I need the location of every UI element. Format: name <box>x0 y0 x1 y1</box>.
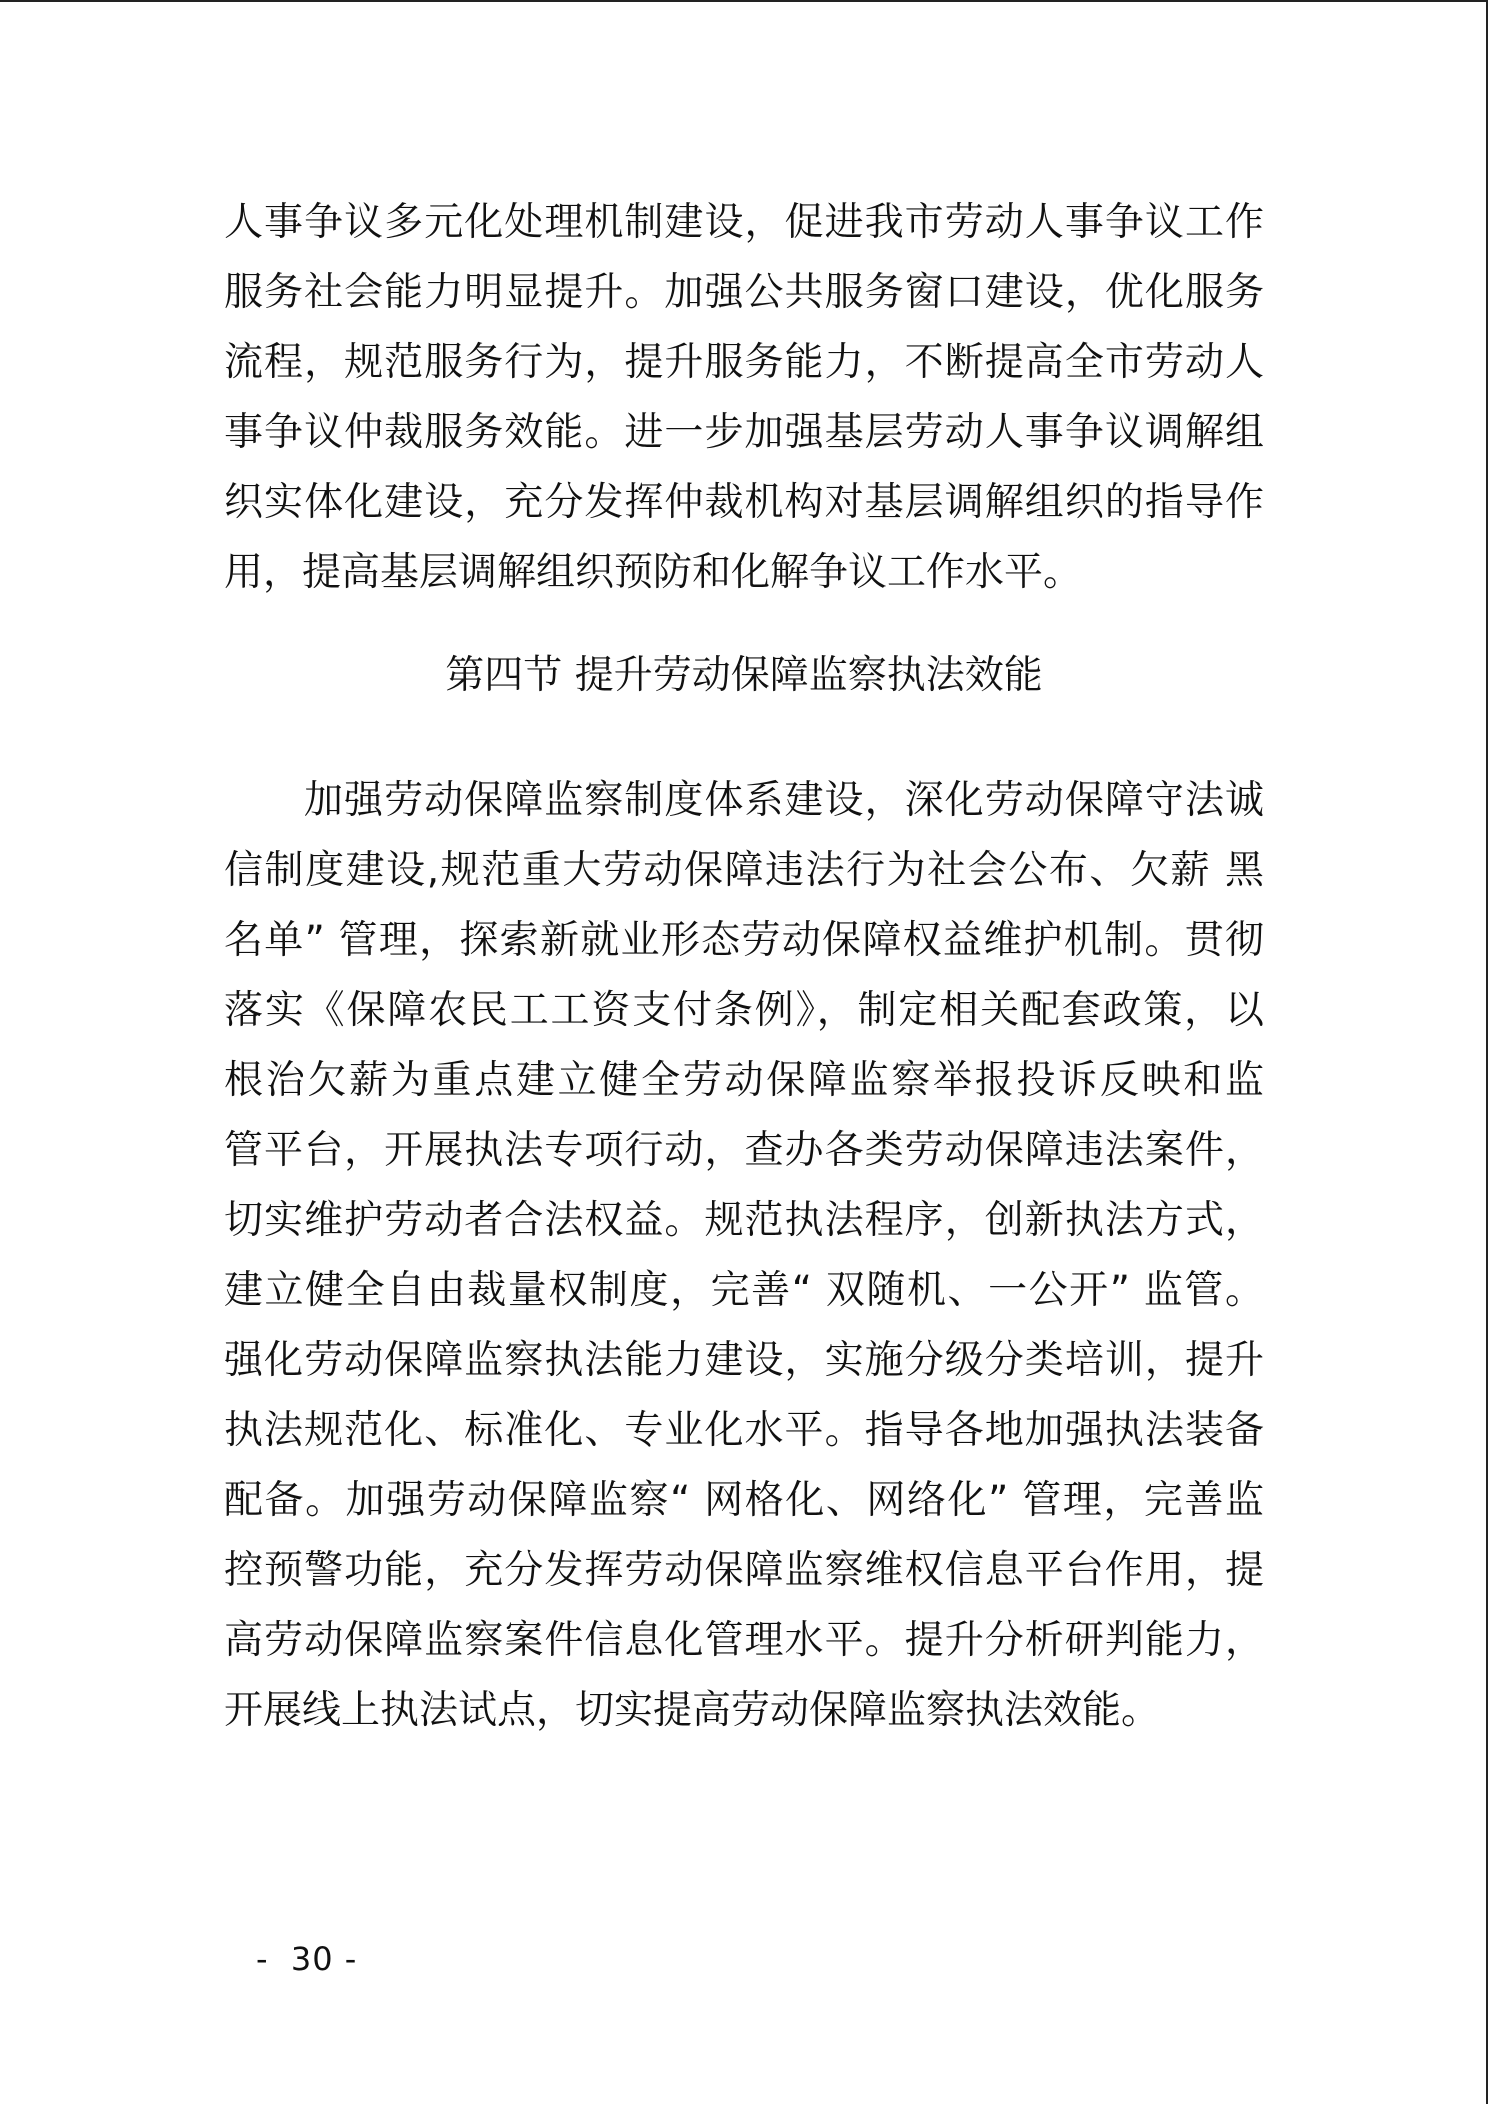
paragraph-line: 开展线上执法试点，切实提高劳动保障监察执法效能。 <box>224 1688 1161 1733</box>
paragraph-line: 服务社会能力明显提升。加强公共服务窗口建设，优化服务 <box>224 270 1264 315</box>
paragraph-line: 管平台，开展执法专项行动，查办各类劳动保障违法案件， <box>224 1128 1264 1173</box>
paragraph-line: 信制度建设,规范重大劳动保障违法行为社会公布、欠薪 黑 <box>224 848 1264 893</box>
paragraph-line: 高劳动保障监察案件信息化管理水平。提升分析研判能力， <box>224 1618 1264 1663</box>
paragraph-line: 人事争议多元化处理机制建设，促进我市劳动人事争议工作 <box>224 200 1264 245</box>
paragraph-line: 建立健全自由裁量权制度，完善“ 双随机、一公开” 监管。 <box>224 1268 1264 1313</box>
paragraph-line: 用，提高基层调解组织预防和化解争议工作水平。 <box>224 550 1083 595</box>
page-number: - 30 - <box>256 1940 358 1978</box>
paragraph-line: 控预警功能，充分发挥劳动保障监察维权信息平台作用，提 <box>224 1548 1264 1593</box>
paragraph-line: 织实体化建设，充分发挥仲裁机构对基层调解组织的指导作 <box>224 480 1264 525</box>
paragraph-line: 切实维护劳动者合法权益。规范执法程序，创新执法方式， <box>224 1198 1264 1243</box>
paragraph-line: 落实《保障农民工工资支付条例》，制定相关配套政策，以 <box>224 988 1264 1033</box>
paragraph-continued <box>224 188 1264 608</box>
paragraph-line: 执法规范化、标准化、专业化水平。指导各地加强执法装备 <box>224 1408 1264 1453</box>
paragraph-line: 流程，规范服务行为，提升服务能力，不断提高全市劳动人 <box>224 340 1264 385</box>
paragraph-line: 根治欠薪为重点建立健全劳动保障监察举报投诉反映和监 <box>224 1058 1264 1103</box>
section-paragraph <box>224 766 1264 1746</box>
paragraph-line: 加强劳动保障监察制度体系建设，深化劳动保障守法诚 <box>304 778 1264 823</box>
paragraph-line: 事争议仲裁服务效能。进一步加强基层劳动人事争议调解组 <box>224 410 1264 455</box>
page-border-top <box>0 0 1488 2</box>
section-title: 第四节 提升劳动保障监察执法效能 <box>445 653 1043 698</box>
paragraph-line: 配备。加强劳动保障监察“ 网格化、网络化” 管理，完善监 <box>224 1478 1264 1523</box>
paragraph-line: 强化劳动保障监察执法能力建设，实施分级分类培训，提升 <box>224 1338 1264 1383</box>
paragraph-line: 名单” 管理，探索新就业形态劳动保障权益维护机制。贯彻 <box>224 918 1264 963</box>
